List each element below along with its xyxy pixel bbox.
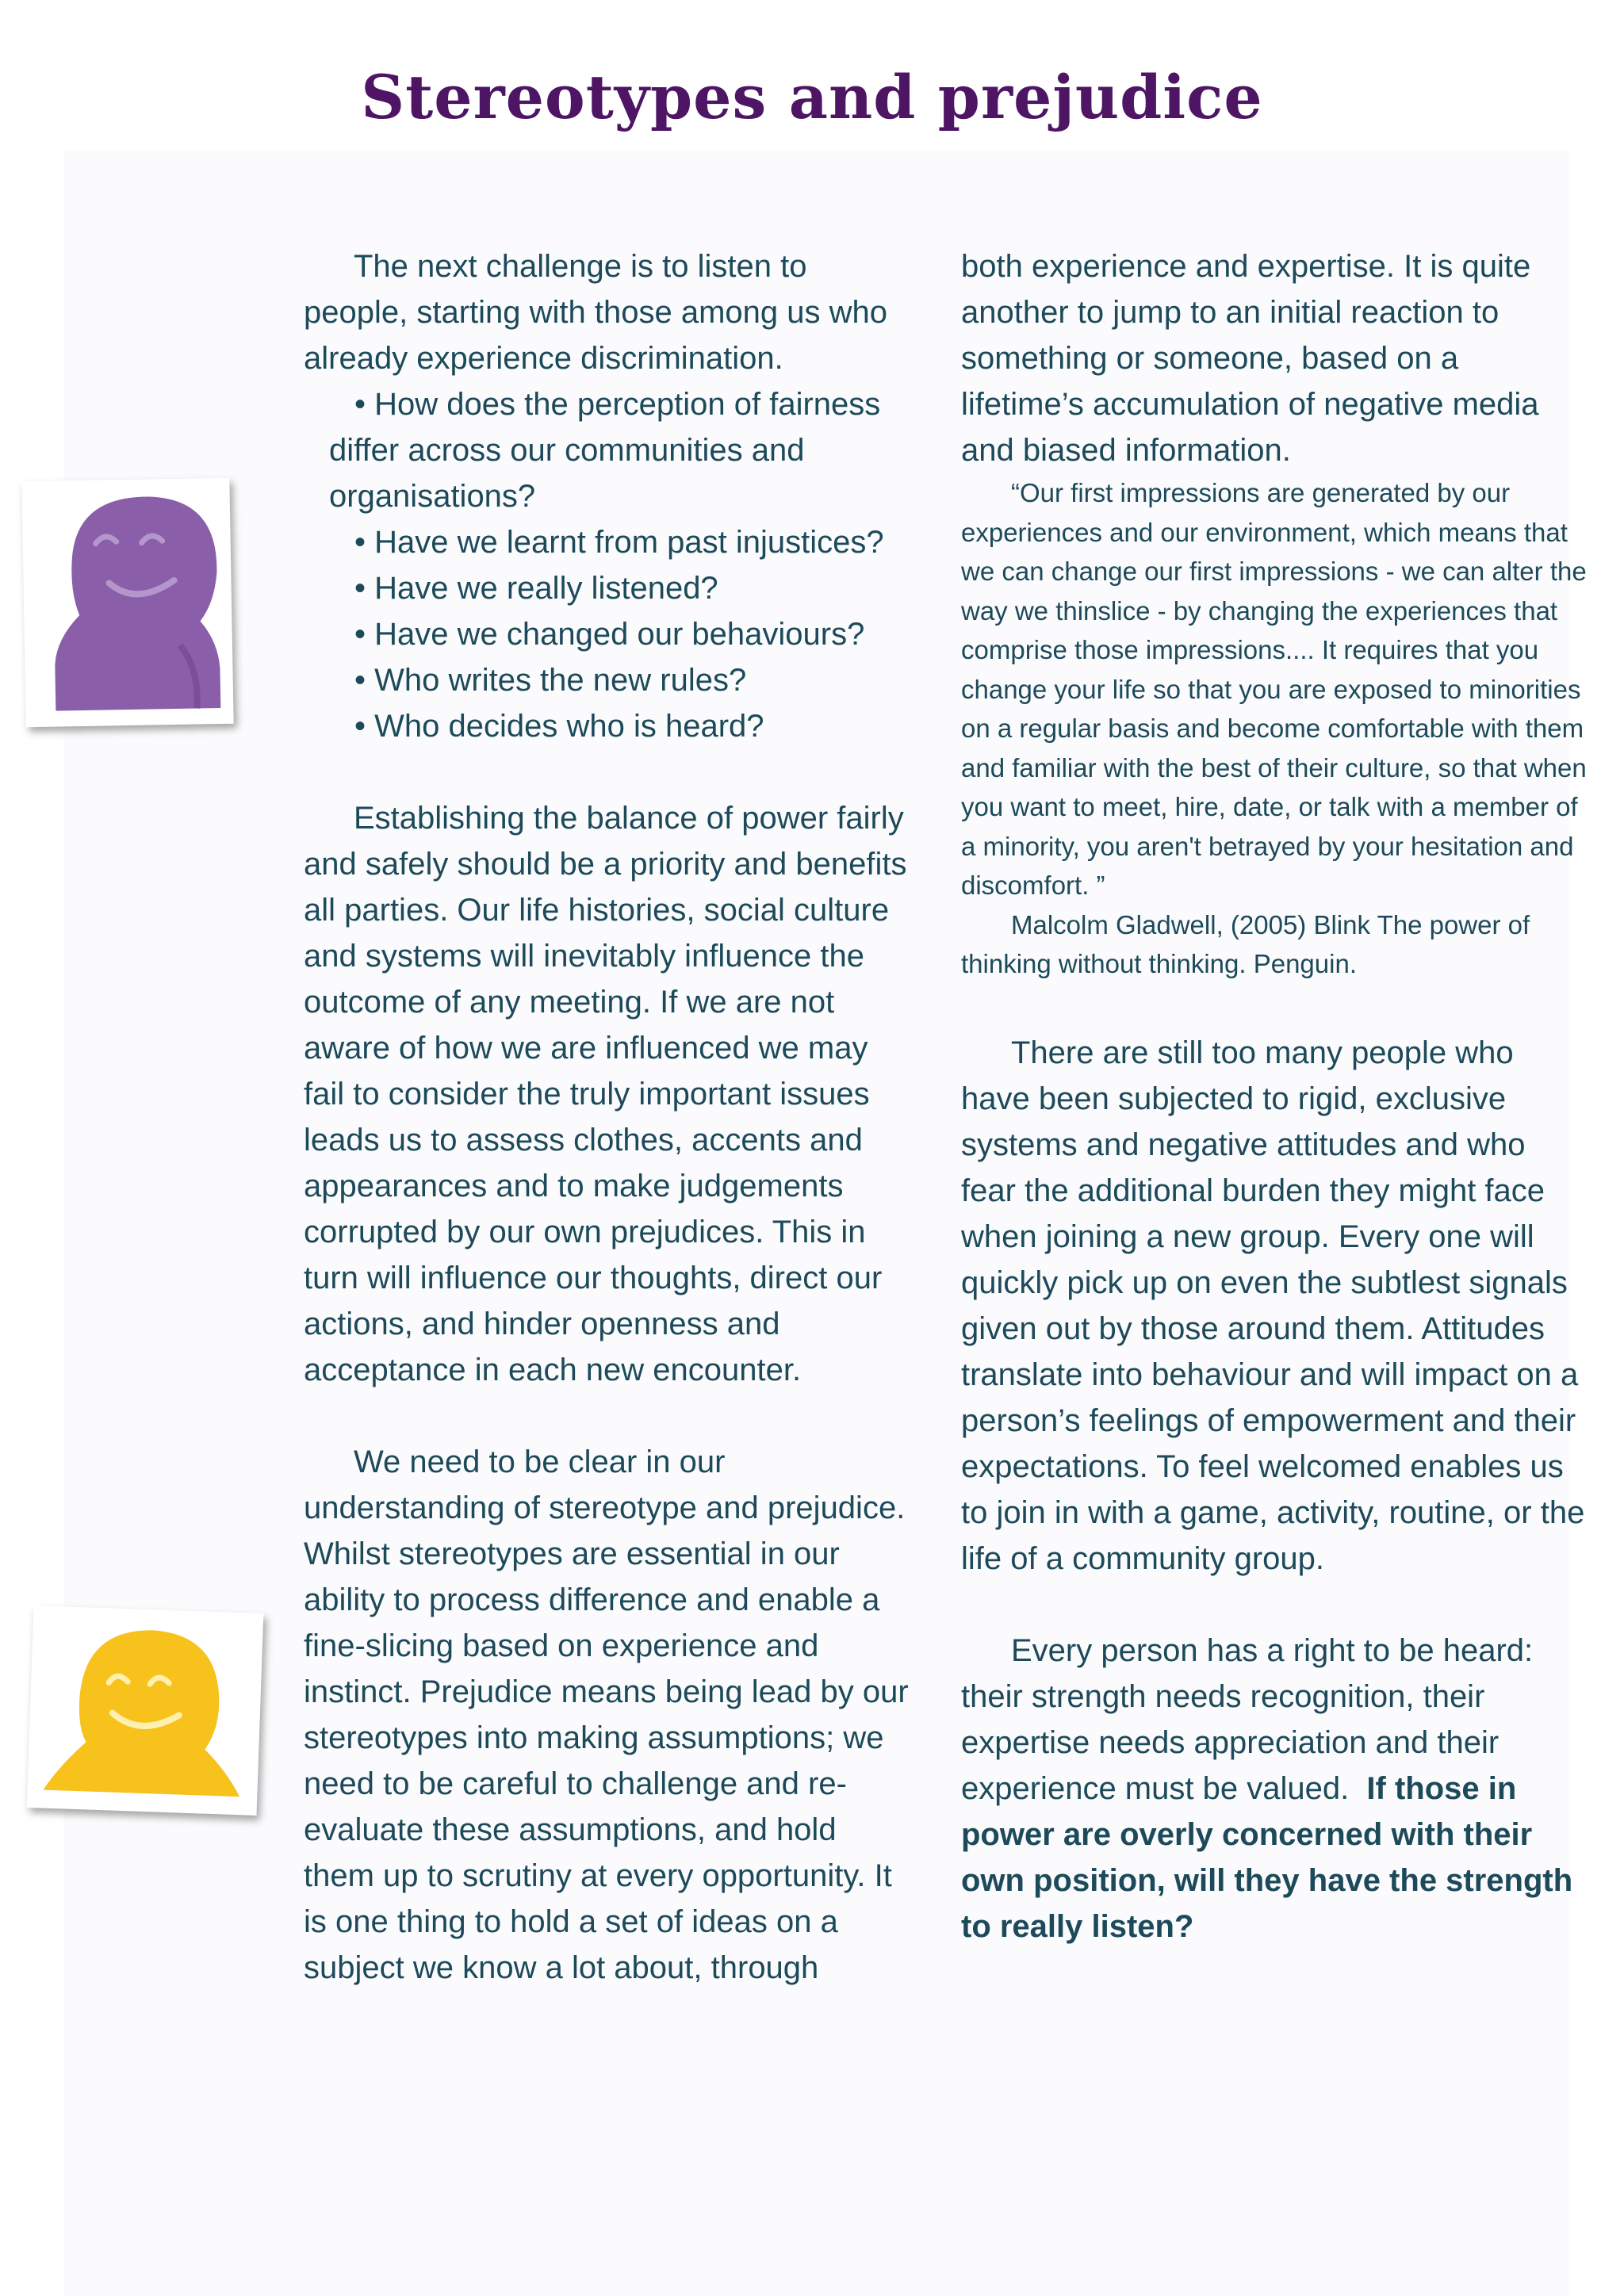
continued-paragraph: both experience and expertise. It is quite another to jump to an initial reaction to something or someone, based on a lifetime’s accumulation of negative media and biased information. [961,249,1539,468]
closing-regular-text: Every person has a right to be heard: their strength needs recognition, their expertise needs appreciation and their experience must be valued. [961,1632,1534,1806]
question-item: • How does the perception of fairness differ across our communities and organisations? [329,387,881,514]
question-text: Have we learnt from past injustices? [374,525,884,560]
gladwell-quote: “Our first impressions are generated by our experiences and our environment, which means that we can change our first impressions - we can alter the way we thinslice - by changing the experiences that comprise those impressions.... It requires that you change your life so that you are exposed to minorities on a regular basis and become comfortable with them and familiar with the best of their culture, so that when you want to meet, hire, date, or talk with a member of a minority, you aren't betrayed by your hesitation and discomfort. ” [961,478,1587,900]
intro-paragraph: The next challenge is to listen to people, starting with those among us who already experience discrimination. [304,249,887,376]
question-text: Who writes the new rules? [374,663,747,698]
question-item: • Who writes the new rules? [354,663,747,698]
question-text: Have we really listened? [374,571,718,606]
smiling-figure-purple-icon [21,478,233,728]
left-column [304,243,914,1991]
closing-bold-question: If those in power are overly concerned with their own position, will they have the strength to really listen? [961,1770,1573,1944]
question-text: Who decides who is heard? [374,709,764,744]
yellow-figure-photo [27,1605,264,1816]
question-item: • Have we learnt from past injustices? [354,525,884,560]
question-text: How does the perception of fairness differ across our communities and organisations? [329,387,881,514]
power-balance-paragraph: Establishing the balance of power fairly and safely should be a priority and benefits all parties. Our life histories, social culture and systems will inevitably influence the outcome of any meeting. If we are not aware of how we are influenced we may fail to consider the truly important issues leads us to assess clothes, accents and appearances and to make judgements corrupted by our own prejudices. This in turn will influence our thoughts, direct our actions, and hinder openness and acceptance in each new encounter. [304,801,907,1387]
question-item: • Who decides who is heard? [354,709,764,744]
right-column [961,243,1588,1950]
quote-citation: Malcolm Gladwell, (2005) Blink The power of thinking without thinking. Penguin. [961,909,1530,978]
smiling-figure-yellow-icon [27,1605,264,1816]
question-text: Have we changed our behaviours? [374,617,865,652]
purple-figure-photo [21,478,233,728]
closing-paragraph [961,1628,1588,1950]
stereotype-paragraph: We need to be clear in our understanding of stereotype and prejudice. Whilst stereotypes are essential in our ability to process difference and enable a fine-slicing based on experience and instinct. Prejudice means being lead by our stereotypes into making assumptions; we need to be careful to challenge and re-evaluate these assumptions, and hold them up to scrutiny at every opportunity. It is one thing to hold a set of ideas on a subject we know a lot about, through [304,1445,909,1985]
question-item: • Have we changed our behaviours? [354,617,865,652]
page-title: Stereotypes and prejudice [361,62,1263,132]
question-list [329,381,914,749]
question-item: • Have we really listened? [354,571,718,606]
exclusion-paragraph: There are still too many people who have been subjected to rigid, exclusive systems and negative attitudes and who fear the additional burden they might face when joining a new group. Every one will quickly pick up on even the subtlest signals given out by those around them. Attitudes translate into behaviour and will impact on a person’s feelings of empowerment and their expectations. To feel welcomed enables us to join in with a game, activity, routine, or the life of a community group. [961,1035,1585,1576]
